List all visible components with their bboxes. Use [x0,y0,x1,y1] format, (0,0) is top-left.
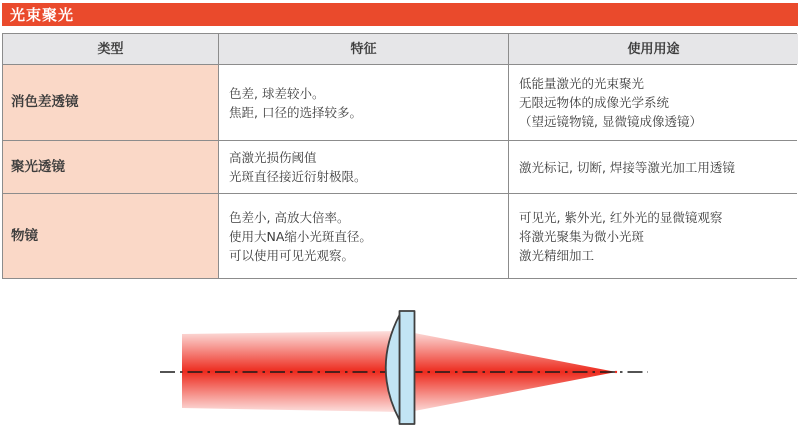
table-row-condenser-uses [509,141,798,193]
table-row-achromatic-features [219,65,508,140]
feature-line: 色差小, 高放大倍率。 [229,209,350,225]
feature-line: 可以使用可见光观察。 [229,247,355,263]
use-line: 将激光聚集为微小光斑 [519,228,645,244]
title-bar [2,3,798,26]
use-line: 低能量激光的光束聚光 [519,76,645,91]
lens-spec-table [2,33,797,279]
feature-line: 使用大NA缩小光斑直径。 [229,228,372,244]
lens-rear-element [400,311,415,424]
use-line: 激光标记, 切断, 焊接等激光加工用透镜 [519,159,735,175]
feature-line: 光斑直径接近衍射极限。 [229,169,367,184]
use-line: 无限远物体的成像光学系统 [519,95,670,110]
use-line: （望远镜物镜, 显微镜成像透镜） [519,114,702,129]
table-row-condenser-type: 聚光透镜 [3,141,218,193]
table-row-objective-type: 物镜 [3,194,218,278]
column-header-type: 类型 [3,34,218,64]
feature-line: 焦距, 口径的选择较多。 [229,104,362,120]
table-row-objective-features [219,194,508,278]
table-row-achromatic-uses [509,65,798,140]
use-line: 可见光, 紫外光, 红外光的显微镜观察 [519,209,723,225]
column-header-features: 特征 [219,34,508,64]
column-header-uses: 使用用途 [509,34,798,64]
feature-line: 色差, 球差较小。 [229,85,325,101]
beam-focusing-diagram [0,285,800,435]
feature-line: 高激光损伤阈值 [229,150,317,165]
page-title: 光束聚光 [10,6,75,24]
table-row-achromatic-type: 消色差透镜 [3,65,218,140]
table-row-condenser-features [219,141,508,193]
focal-point [615,371,617,373]
table-row-objective-uses [509,194,798,278]
use-line: 激光精细加工 [519,247,595,263]
